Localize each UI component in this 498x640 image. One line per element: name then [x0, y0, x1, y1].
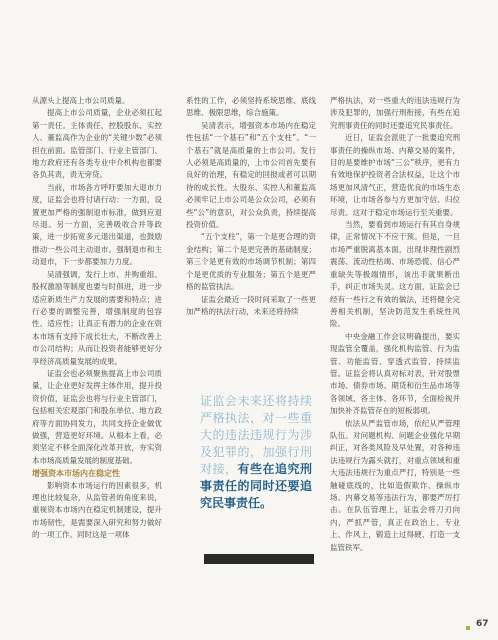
pull-quote — [200, 393, 312, 512]
text-column-left — [32, 95, 162, 542]
page-number: 67 — [476, 619, 489, 629]
pull-quote-strong-text: 有些在追究刑事责任的同时还要追究民事责任。 — [200, 462, 312, 510]
pull-quote-light-text: 证监会未来还将持续严格执法，对一些重大的违法违规行为涉及犯罪的，加强行刑对接， — [200, 394, 312, 476]
paragraph: 近日，证监会派驻了一批要追究刑事责任的操纵市场、内幕交易的案件，目的是要维护市场“三公”秩序，更有力有效地保护投资者合法权益，让这个市场更加风清气正，营造优良的市场生态环境，让市场各参与方更加守信、归位尽责。这对于稳定市场运行至关重要。 — [330, 133, 460, 217]
paragraph: 从源头上提高上市公司质量。 — [32, 96, 130, 105]
paragraph: 吴清强调，发行上市、并购重组、股权激励等制度也要与时俱进，进一步适应新质生产力发展的需要和特点；进行必要的调整完善，增强制度的包容性、适应性；让真正有潜力的企业在资本市场有支持下成长壮大，不断改善上市公司结构；从而让投资者能够更好分享经济高质量发展的成果。 — [32, 269, 162, 366]
paragraph: 证监会最近一段时间采取了一些更加严格的执法行动，未来还将持续 — [186, 294, 316, 316]
corner-mark — [466, 626, 470, 630]
paragraph: 严格执法，对一些重大的违法违规行为涉及犯罪的，加强行刑衔接，有些在追究刑事责任的同时还要追究民事责任。 — [330, 96, 460, 130]
decorative-bar — [204, 554, 314, 564]
paragraph: 影响资本市场运行的因素很多，机理也比较复杂，从监管者的角度来说，重视资本市场内在稳定机制建设，提升市场韧性，是需要深入研究和努力做好的一项工作。同时这是一项体 — [32, 480, 162, 540]
paragraph: 提高上市公司质量，企业必须扛起第一责任。主体责任，控股股东、实控人、董监高作为企业的“关键少数”必须担在前面。监管部门、行业主管部门、地方政府还有各类专业中介机构也都要各负其责，责无旁贷。 — [32, 108, 162, 180]
paragraph: 中央金融工作会议明确提出，要实现监管全覆盖，强化机构监管、行为监管、功能监管、穿透式监管、持续监管。证监会将认真对标对表，针对股票市场、债券市场、期货和衍生品市场等各领域、各主体、各环节，全面检视并加快补齐监管存在的短板弱项。 — [330, 331, 460, 416]
paragraph: “五个支柱”，第一个是更合理的资金结构；第二个是更完善的基础制度；第三个是更有效的市场调节机制；第四个是更优质的专业服务；第五个是更严格的监管执法。 — [186, 232, 316, 292]
text-column-middle — [186, 95, 316, 318]
paragraph: 证监会也必须聚焦提高上市公司质量，让企业更好发挥主体作用，提升投资价值，证监会也将与行业主管部门，包括相关宏观部门和股东单位、地方政府等方面协同发力，共同支持企业做优做强，营造更好环境。从根本上看，必须坚定不移全面深化改革开放，夯实资本市场高质量发展的制度基础。 — [32, 368, 162, 465]
paragraph: 依法从严监管市场，依纪从严管理队伍。对问题机构、问题企业强化早期纠正，对各类风险及早处置，对各种违法违规行为露头就打，对重点领域和重大违法违规行为重点严打，特别是一些触碰底线的，比如造假欺诈、操纵市场、内幕交易等违法行为，都要严厉打击。在队伍管理上，证监会将刀刃向内，严抓严管，真正在政治上、专业上、作风上，锻造上过得硬、打造一支监管铁军。 — [330, 418, 460, 552]
paragraph: 当前，市场各方呼吁要加大退市力度，证监会也将付诸行动：一方面，设置更加严格的强制退市标准，做到应退尽退。另一方面，完善吸收合并等政策，进一步拓宽多元退出渠道，也鼓励推动一些公司主动退市。强制退市和主动退市，下一步都要加力力度。 — [32, 182, 162, 267]
paragraph: 系性的工作，必须坚持系统思维、底线思维、极限思维，综合施策。 — [186, 96, 316, 118]
text-column-right — [330, 95, 460, 554]
paragraph: 吴清表示，增强资本市场内在稳定性包括“一个基石”和“五个支柱”。“一个基石”就是高质量的上市公司。发行人必须是高质量的，上市公司首先要有良好的治理，有稳定的回报或者可以期待的成长性。大股东、实控人和董监高必须牢记上市公司是公众公司，必须有些“公”的意识，对公众负责，持续提高投资价值。 — [186, 120, 316, 230]
paragraph: 当然，要看到市场运行有其自身规律，正常情况下不应干预。但是，一旦市场严重脱离基本面，出现非理性剧烈震荡、流动性枯竭、市场恐慌、信心严重缺失等极端情形，该出手就果断出手，纠正市场失灵。这方面，证监会已经有一些行之有效的做法，还将健全完善相关机制，坚决防范发生系统性风险。 — [330, 220, 460, 329]
section-subheading: 增强资本市场内在稳定性 — [32, 468, 120, 479]
